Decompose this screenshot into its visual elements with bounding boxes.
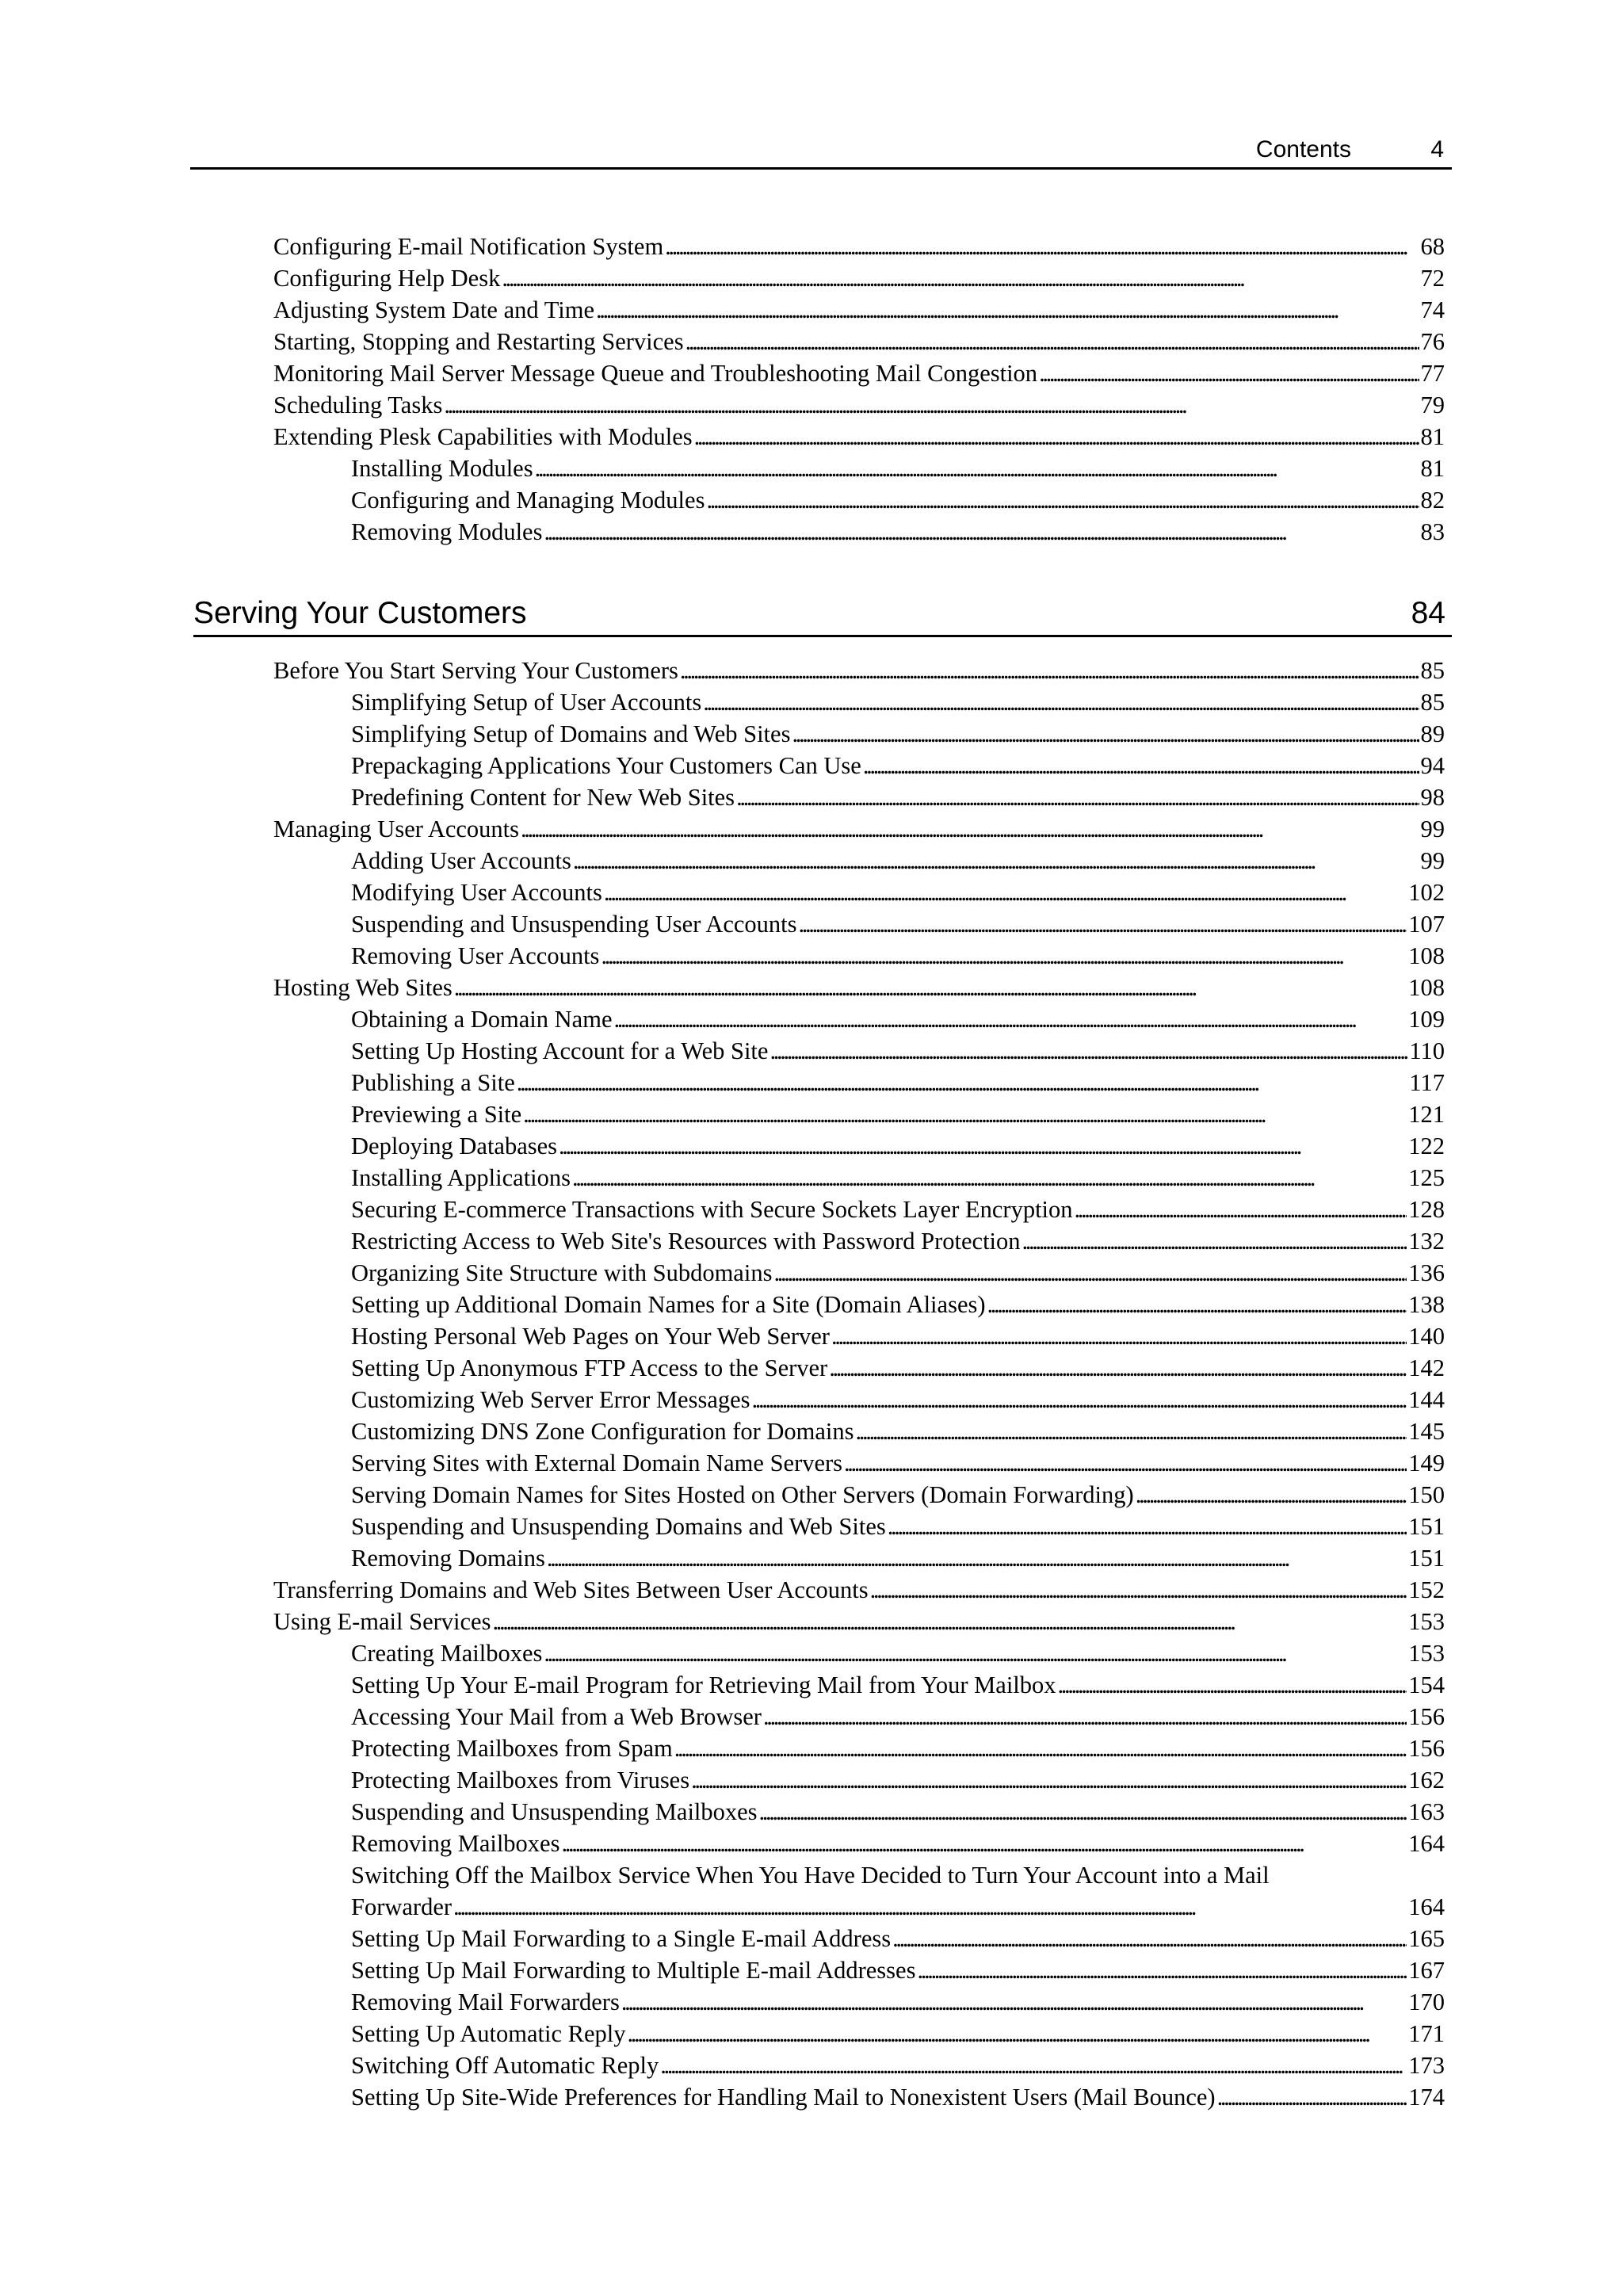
toc-dot-leader: [799, 908, 1407, 940]
toc-entry-page: 136: [1408, 1259, 1445, 1286]
toc-entry-title: Using E-mail Services: [273, 1608, 491, 1635]
toc-entry-title: Hosting Personal Web Pages on Your Web Server: [351, 1323, 830, 1350]
section-heading: [193, 591, 1452, 637]
toc-entry-title: Managing User Accounts: [273, 816, 520, 842]
toc-entry-page: 83: [1420, 518, 1445, 545]
toc-entry-title: Removing Domains: [351, 1545, 545, 1572]
toc-entry-page: 74: [1420, 296, 1445, 323]
toc-entry[interactable]: [273, 2081, 1445, 2113]
toc-entry[interactable]: [273, 750, 1445, 781]
toc-entry-page: 138: [1408, 1291, 1445, 1318]
toc-dot-leader: [1136, 1479, 1407, 1511]
toc-entry-page: 171: [1408, 2020, 1445, 2047]
toc-dot-leader: [685, 326, 1419, 357]
toc-entry-page: 98: [1420, 784, 1445, 811]
toc-entry[interactable]: [273, 1130, 1445, 1162]
toc-dot-leader: [987, 1289, 1407, 1320]
toc-dot-leader: [561, 1828, 1407, 1859]
toc-dot-leader: [703, 686, 1419, 718]
toc-entry-title: Monitoring Mail Server Message Queue and Troubleshooting Mail Congestion: [273, 360, 1038, 387]
toc-entry-page: 164: [1408, 1893, 1445, 1920]
toc-entry-title: Simplifying Setup of Domains and Web Sites: [351, 720, 791, 747]
toc-entry[interactable]: [273, 1035, 1445, 1067]
toc-entry[interactable]: [273, 718, 1445, 750]
toc-entry[interactable]: [273, 781, 1445, 813]
toc-entry-page: 152: [1408, 1576, 1445, 1603]
toc-entry-page: 173: [1408, 2052, 1445, 2079]
toc-entry[interactable]: [273, 1954, 1445, 1986]
toc-dot-leader: [1022, 1225, 1407, 1257]
toc-entry-title: Restricting Access to Web Site's Resources with Password Protection: [351, 1228, 1021, 1255]
toc-entry-page: 76: [1420, 328, 1445, 355]
toc-entry-title: Predefining Content for New Web Sites: [351, 784, 735, 811]
toc-entry-title: Adjusting System Date and Time: [273, 296, 594, 323]
toc-entry-page: 102: [1408, 879, 1445, 906]
toc-entry[interactable]: [273, 1225, 1445, 1257]
toc-entry[interactable]: [273, 1289, 1445, 1320]
toc-entry-page: 164: [1408, 1830, 1445, 1857]
toc-entry-page: 153: [1408, 1608, 1445, 1635]
toc-entry[interactable]: [273, 1194, 1445, 1225]
toc-dot-leader: [601, 940, 1407, 972]
toc-entry-page: 128: [1408, 1196, 1445, 1223]
toc-dot-leader: [604, 877, 1407, 908]
toc-dot-leader: [844, 1447, 1407, 1479]
toc-dot-leader: [517, 1067, 1408, 1098]
toc-dot-leader: [444, 389, 1419, 421]
toc-entry-page: 109: [1408, 1006, 1445, 1033]
toc-entry-title: Setting Up Your E-mail Program for Retrieving Mail from Your Mailbox: [351, 1671, 1056, 1698]
toc-entry[interactable]: [273, 1067, 1445, 1098]
toc-dot-leader: [917, 1954, 1407, 1986]
toc-dot-leader: [694, 421, 1419, 453]
toc-entry-title: Before You Start Serving Your Customers: [273, 657, 678, 684]
toc-entry-title: Customizing Web Server Error Messages: [351, 1386, 750, 1413]
toc-entry-page: 142: [1408, 1354, 1445, 1381]
toc-entry-title: Publishing a Site: [351, 1069, 515, 1096]
toc-dot-leader: [596, 294, 1419, 326]
toc-entry-title: Serving Sites with External Domain Name Servers: [351, 1450, 843, 1477]
toc-entry-title: Setting Up Anonymous FTP Access to the Server: [351, 1354, 828, 1381]
toc-entry-page: 150: [1408, 1481, 1445, 1508]
toc-entry-page: 149: [1408, 1450, 1445, 1477]
toc-entry-title: Extending Plesk Capabilities with Modules: [273, 423, 693, 450]
toc-entry-title: Suspending and Unsuspending Domains and Web Sites: [351, 1513, 886, 1540]
toc-dot-leader: [454, 972, 1407, 1003]
toc-dot-leader: [453, 1891, 1407, 1923]
toc-entry-title: Adding User Accounts: [351, 847, 571, 874]
toc-entry-title: Setting Up Hosting Account for a Web Site: [351, 1037, 769, 1064]
toc-entry-title: Creating Mailboxes: [351, 1640, 543, 1667]
toc-entry[interactable]: [273, 1891, 1445, 1923]
toc-entry[interactable]: [273, 1352, 1445, 1384]
toc-entry[interactable]: [273, 1257, 1445, 1289]
toc-entry-title: Obtaining a Domain Name: [351, 1006, 613, 1033]
toc-dot-leader: [621, 1986, 1407, 2018]
toc-entry-page: 77: [1420, 360, 1445, 387]
toc-entry-title: Starting, Stopping and Restarting Services: [273, 328, 684, 355]
toc-dot-leader: [863, 750, 1419, 781]
toc-entry[interactable]: [273, 908, 1445, 940]
toc-entry[interactable]: [273, 484, 1445, 516]
toc-entry-page: 151: [1408, 1513, 1445, 1540]
toc-dot-leader: [706, 484, 1419, 516]
toc-dot-leader: [521, 813, 1419, 845]
toc-entry[interactable]: [273, 1701, 1445, 1733]
toc-entry-title: Configuring E-mail Notification System: [273, 233, 664, 260]
toc-entry[interactable]: [273, 2050, 1445, 2081]
toc-entry-page: 170: [1408, 1988, 1445, 2015]
toc-entry-title: Modifying User Accounts: [351, 879, 602, 906]
toc-dot-leader: [736, 781, 1419, 813]
toc-dot-leader: [613, 1003, 1407, 1035]
toc-entry[interactable]: [273, 421, 1445, 453]
toc-entry[interactable]: [273, 813, 1445, 845]
toc-entry-page: 99: [1420, 847, 1445, 874]
toc-entry-page: 162: [1408, 1767, 1445, 1794]
toc-dot-leader: [544, 516, 1419, 548]
toc-entry[interactable]: [273, 1764, 1445, 1796]
toc-entry-title: Setting Up Mail Forwarding to Multiple E-mail Addresses: [351, 1957, 916, 1984]
toc-entry-title: Setting Up Automatic Reply: [351, 2020, 626, 2047]
toc-dot-leader: [752, 1384, 1407, 1415]
toc-entry-title: Organizing Site Structure with Subdomains: [351, 1259, 773, 1286]
toc-dot-leader: [1039, 357, 1419, 389]
toc-list-top: [273, 231, 1445, 548]
toc-entry-page: 154: [1408, 1671, 1445, 1698]
toc-entry[interactable]: [273, 1162, 1445, 1194]
toc-dot-leader: [628, 2018, 1407, 2050]
toc-dot-leader: [674, 1733, 1407, 1764]
toc-entry[interactable]: [273, 655, 1445, 686]
toc-entry-page: 144: [1408, 1386, 1445, 1413]
toc-entry[interactable]: [273, 1415, 1445, 1447]
toc-entry[interactable]: [273, 357, 1445, 389]
toc-entry-title: Removing Modules: [351, 518, 543, 545]
toc-entry-page: 121: [1408, 1101, 1445, 1128]
toc-dot-leader: [769, 1035, 1407, 1067]
toc-entry-title: Scheduling Tasks: [273, 392, 443, 418]
toc-entry[interactable]: [273, 1574, 1445, 1606]
toc-entry[interactable]: [273, 1859, 1445, 1891]
toc-entry[interactable]: [273, 1479, 1445, 1511]
toc-entry[interactable]: [273, 1637, 1445, 1669]
toc-entry-title: Removing Mail Forwarders: [351, 1988, 620, 2015]
toc-entry-page: 163: [1408, 1798, 1445, 1825]
toc-entry-title: Configuring and Managing Modules: [351, 487, 705, 514]
toc-entry-page: 156: [1408, 1703, 1445, 1730]
toc-dot-leader: [888, 1511, 1407, 1542]
toc-entry[interactable]: [273, 1384, 1445, 1415]
toc-list-section: [273, 655, 1445, 2113]
section-title: Serving Your Customers: [193, 596, 527, 630]
toc-entry[interactable]: [273, 389, 1445, 421]
toc-entry[interactable]: [273, 940, 1445, 972]
toc-entry[interactable]: [273, 1733, 1445, 1764]
toc-entry-page: 108: [1408, 974, 1445, 1001]
toc-dot-leader: [691, 1764, 1407, 1796]
toc-dot-leader: [523, 1098, 1407, 1130]
toc-dot-leader: [1075, 1194, 1407, 1225]
toc-entry[interactable]: [273, 1923, 1445, 1954]
toc-entry[interactable]: [273, 1669, 1445, 1701]
toc-entry[interactable]: [273, 1447, 1445, 1479]
toc-entry-page: 89: [1420, 720, 1445, 747]
toc-entry-page: 140: [1408, 1323, 1445, 1350]
toc-entry-page: 81: [1420, 423, 1445, 450]
toc-dot-leader: [680, 655, 1419, 686]
toc-dot-leader: [870, 1574, 1407, 1606]
toc-entry-page: 156: [1408, 1735, 1445, 1762]
toc-dot-leader: [573, 845, 1419, 877]
toc-entry-title: Serving Domain Names for Sites Hosted on Other Servers (Domain Forwarding): [351, 1481, 1134, 1508]
toc-entry-title: Customizing DNS Zone Configuration for Domains: [351, 1418, 854, 1445]
toc-entry[interactable]: [273, 1606, 1445, 1637]
toc-dot-leader: [559, 1130, 1407, 1162]
toc-entry-title: Protecting Mailboxes from Viruses: [351, 1767, 690, 1794]
toc-entry[interactable]: [273, 686, 1445, 718]
toc-entry-title: Switching Off Automatic Reply: [351, 2052, 659, 2079]
toc-entry-title: Simplifying Setup of User Accounts: [351, 689, 702, 716]
toc-entry[interactable]: [273, 845, 1445, 877]
toc-entry[interactable]: [273, 877, 1445, 908]
toc-dot-leader: [792, 718, 1419, 750]
toc-entry-title: Previewing a Site: [351, 1101, 522, 1128]
toc-dot-leader: [831, 1320, 1407, 1352]
toc-entry-page: 165: [1408, 1925, 1445, 1952]
toc-dot-leader: [660, 2050, 1407, 2081]
toc-entry-title: Suspending and Unsuspending Mailboxes: [351, 1798, 758, 1825]
toc-entry-page: 99: [1420, 816, 1445, 842]
toc-entry-title: Forwarder: [351, 1893, 453, 1920]
toc-entry-title: Setting Up Mail Forwarding to a Single E-mail Address: [351, 1925, 892, 1952]
toc-entry-title: Accessing Your Mail from a Web Browser: [351, 1703, 762, 1730]
toc-entry[interactable]: [273, 294, 1445, 326]
toc-dot-leader: [856, 1415, 1407, 1447]
toc-dot-leader: [544, 1637, 1407, 1669]
toc-entry[interactable]: [273, 326, 1445, 357]
toc-entry[interactable]: [273, 2018, 1445, 2050]
toc-entry-page: 153: [1408, 1640, 1445, 1667]
toc-entry-title: Removing User Accounts: [351, 942, 600, 969]
toc-dot-leader: [502, 262, 1419, 294]
toc-entry-title: Prepackaging Applications Your Customers Can Use: [351, 752, 861, 779]
page-number: 4: [1430, 136, 1444, 162]
running-header-title: Contents: [1255, 136, 1351, 162]
toc-entry[interactable]: [273, 1003, 1445, 1035]
toc-entry-title: Deploying Databases: [351, 1133, 558, 1159]
toc-entry-page: 72: [1420, 265, 1445, 292]
toc-dot-leader: [492, 1606, 1407, 1637]
toc-entry[interactable]: [273, 516, 1445, 548]
toc-dot-leader: [665, 231, 1419, 262]
toc-entry-page: 145: [1408, 1418, 1445, 1445]
toc-dot-leader: [572, 1162, 1407, 1194]
toc-entry-title: Removing Mailboxes: [351, 1830, 560, 1857]
toc-entry-title: Protecting Mailboxes from Spam: [351, 1735, 673, 1762]
toc-entry-page: 125: [1408, 1164, 1445, 1191]
toc-entry[interactable]: [273, 262, 1445, 294]
toc-entry[interactable]: [273, 1542, 1445, 1574]
toc-entry-page: 81: [1420, 455, 1445, 482]
toc-dot-leader: [1217, 2081, 1407, 2113]
toc-entry-page: 132: [1408, 1228, 1445, 1255]
toc-dot-leader: [547, 1542, 1407, 1574]
toc-entry-title: Setting up Additional Domain Names for a Site (Domain Aliases): [351, 1291, 986, 1318]
toc-entry-title: Installing Applications: [351, 1164, 571, 1191]
page-header: [190, 133, 1452, 170]
toc-entry[interactable]: [273, 1828, 1445, 1859]
toc-entry-page: 108: [1408, 942, 1445, 969]
toc-entry-page: 167: [1408, 1957, 1445, 1984]
toc-entry-title: Hosting Web Sites: [273, 974, 453, 1001]
toc-entry-page: 151: [1408, 1545, 1445, 1572]
toc-entry-title: Transferring Domains and Web Sites Between User Accounts: [273, 1576, 869, 1603]
toc-entry-page: 68: [1420, 233, 1445, 260]
toc-entry-title: Switching Off the Mailbox Service When You Have Decided to Turn Your Account into a Mail: [351, 1862, 1270, 1889]
toc-entry-page: 122: [1408, 1133, 1445, 1159]
toc-entry-page: 174: [1408, 2084, 1445, 2111]
toc-entry[interactable]: [273, 1320, 1445, 1352]
toc-dot-leader: [1058, 1669, 1407, 1701]
toc-dot-leader: [892, 1923, 1407, 1954]
toc-entry-page: 110: [1409, 1037, 1445, 1064]
toc-entry-page: 79: [1420, 392, 1445, 418]
toc-entry[interactable]: [273, 231, 1445, 262]
toc-entry-page: 94: [1420, 752, 1445, 779]
toc-dot-leader: [535, 453, 1419, 484]
toc-entry[interactable]: [273, 1511, 1445, 1542]
toc-dot-leader: [829, 1352, 1407, 1384]
toc-entry-title: Setting Up Site-Wide Preferences for Handling Mail to Nonexistent Users (Mail Bounce): [351, 2084, 1216, 2111]
toc-entry-page: 85: [1420, 689, 1445, 716]
toc-entry-title: Configuring Help Desk: [273, 265, 501, 292]
toc-entry-page: 82: [1420, 487, 1445, 514]
toc-entry[interactable]: [273, 972, 1445, 1003]
toc-dot-leader: [759, 1796, 1407, 1828]
toc-dot-leader: [773, 1257, 1407, 1289]
toc-entry[interactable]: [273, 1796, 1445, 1828]
toc-entry[interactable]: [273, 453, 1445, 484]
toc-dot-leader: [763, 1701, 1407, 1733]
toc-entry-title: Installing Modules: [351, 455, 533, 482]
toc-entry-page: 117: [1409, 1069, 1445, 1096]
toc-entry[interactable]: [273, 1098, 1445, 1130]
toc-entry[interactable]: [273, 1986, 1445, 2018]
toc-entry-title: Securing E-commerce Transactions with Secure Sockets Layer Encryption: [351, 1196, 1073, 1223]
toc-entry-page: 85: [1420, 657, 1445, 684]
toc-entry-page: 107: [1408, 911, 1445, 938]
toc-entry-title: Suspending and Unsuspending User Accounts: [351, 911, 797, 938]
section-page-number: 84: [1411, 596, 1445, 630]
